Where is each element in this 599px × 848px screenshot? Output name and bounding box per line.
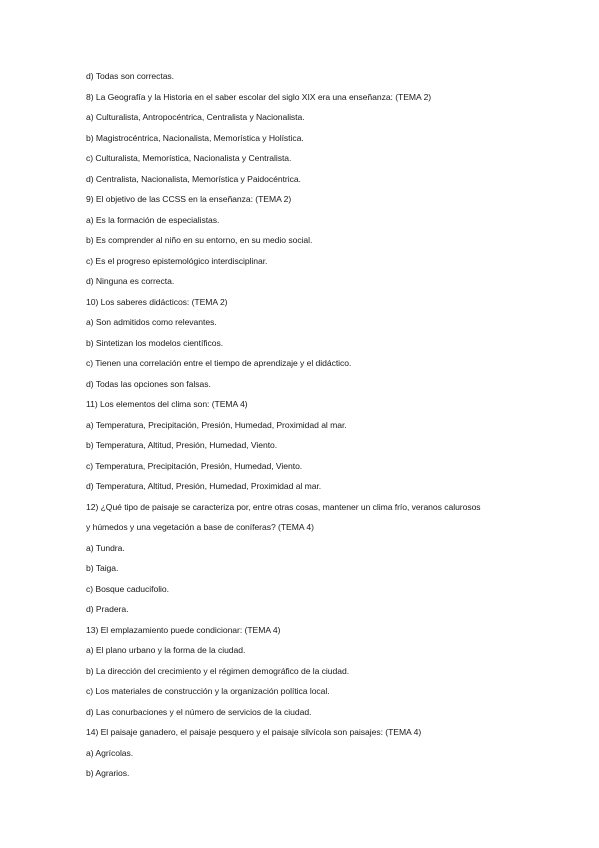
answer-option: d) Pradera.: [86, 604, 129, 614]
answer-option: d) Las conurbaciones y el número de servicios de la ciudad.: [86, 706, 312, 717]
question-text: 14) El paisaje ganadero, el paisaje pesquero y el paisaje silvícola son paisajes: (TEMA 4): [86, 727, 422, 737]
answer-option: a) Es la formación de especialistas.: [86, 214, 220, 225]
answer-option: c) Es el progreso epistemológico interdisciplinar.: [86, 255, 268, 266]
question-text: y húmedos y una vegetación a base de coníferas? (TEMA 4): [86, 522, 314, 532]
answer-option: d) Temperatura, Altitud, Presión, Humedad, Proximidad al mar.: [86, 481, 322, 491]
question-text: 9) El objetivo de las CCSS en la enseñanza: (TEMA 2): [86, 194, 292, 204]
answer-option: a) Culturalista, Antropocéntrica, Centralista y Nacionalista.: [86, 112, 305, 122]
answer-option: d) Todas las opciones son falsas.: [86, 378, 211, 389]
answer-option: b) Magistrocéntrica, Nacionalista, Memorística y Holística.: [86, 132, 304, 143]
answer-option: b) Agrarios.: [86, 768, 130, 778]
answer-option: d) Todas son correctas.: [86, 71, 175, 81]
answer-option: b) Es comprender al niño en su entorno, en su medio social.: [86, 235, 313, 245]
question-list: [86, 66, 526, 784]
answer-option: a) Temperatura, Precipitación, Presión, Humedad, Proximidad al mar.: [86, 419, 347, 430]
question-text: 12) ¿Qué tipo de paisaje se caracteriza por, entre otras cosas, mantener un clima frío, veranos calurosos: [86, 501, 481, 512]
answer-option: c) Tienen una correlación entre el tiempo de aprendizaje y el didáctico.: [86, 358, 352, 368]
answer-option: b) Sintetizan los modelos científicos.: [86, 337, 224, 348]
answer-option: c) Los materiales de construcción y la organización política local.: [86, 686, 330, 696]
answer-option: c) Temperatura, Precipitación, Presión, Humedad, Viento.: [86, 460, 303, 471]
answer-option: b) Taiga.: [86, 563, 119, 573]
question-text: 10) Los saberes didácticos: (TEMA 2): [86, 296, 228, 307]
answer-option: a) Son admitidos como relevantes.: [86, 317, 217, 327]
answer-option: b) La dirección del crecimiento y el régimen demográfico de la ciudad.: [86, 665, 350, 676]
answer-option: a) Tundra.: [86, 542, 125, 553]
question-text: 8) La Geografía y la Historia en el saber escolar del siglo XIX era una enseñanza: (TEMA 2): [86, 91, 432, 102]
answer-option: a) El plano urbano y la forma de la ciudad.: [86, 645, 246, 655]
answer-option: d) Centralista, Nacionalista, Memorística y Paidocéntrica.: [86, 173, 301, 184]
question-text: 13) El emplazamiento puede condicionar: (TEMA 4): [86, 624, 281, 635]
answer-option: a) Agrícolas.: [86, 747, 134, 758]
question-text: 11) Los elementos del clima son: (TEMA 4): [86, 399, 248, 409]
answer-option: c) Bosque caducifolio.: [86, 583, 169, 594]
answer-option: c) Culturalista, Memorística, Nacionalista y Centralista.: [86, 153, 292, 163]
answer-option: d) Ninguna es correcta.: [86, 276, 175, 286]
answer-option: b) Temperatura, Altitud, Presión, Humedad, Viento.: [86, 440, 278, 450]
